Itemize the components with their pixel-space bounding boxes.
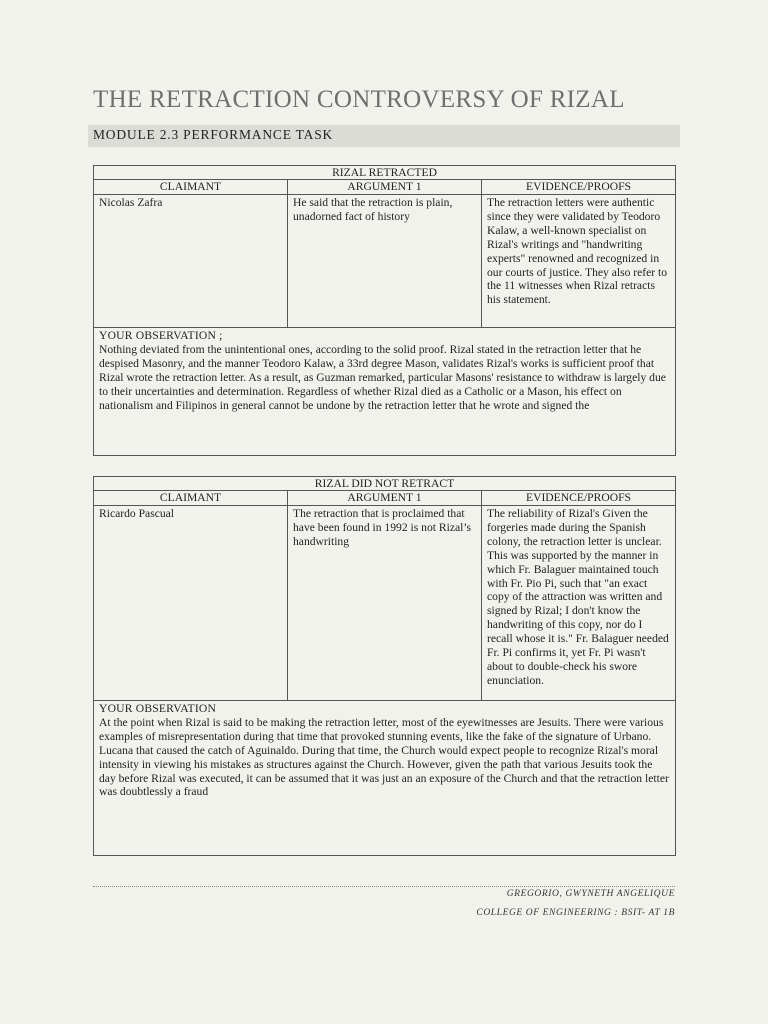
section-heading: RIZAL RETRACTED xyxy=(94,166,676,180)
evidence-cell: The retraction letters were authentic since they were validated by Teodoro Kalaw, a well-known specialist on Rizal's writings and "handwriting experts" renowned and recognized in our courts of justice. They also refer to the 11 witnesses when Rizal retracts his statement. xyxy=(482,195,676,328)
module-header-bar xyxy=(88,125,680,147)
column-header-evidence: EVIDENCE/PROOFS xyxy=(482,491,676,506)
column-header-claimant: CLAIMANT xyxy=(94,491,288,506)
module-label: MODULE 2.3 PERFORMANCE TASK xyxy=(93,127,334,142)
column-header-argument: ARGUMENT 1 xyxy=(288,491,482,506)
rizal-did-not-retract-table xyxy=(93,476,676,856)
evidence-cell: The reliability of Rizal's Given the forgeries made during the Spanish colony, the retraction letter is unclear. This was supported by the manner in which Fr. Balaguer maintained touch with Fr. Pio Pi, such that "an exact copy of the attraction was written and signed by Rizal; I don't know the handwriting of this copy, nor do I recall whose it is." Fr. Balaguer needed Fr. Pi confirms it, yet Fr. Pi wasn't about to double-check his swore enunciation. xyxy=(482,506,676,701)
column-header-evidence: EVIDENCE/PROOFS xyxy=(482,180,676,195)
course-label: COLLEGE OF ENGINEERING : BSIT- AT 1B xyxy=(476,908,675,918)
observation-label: YOUR OBSERVATION xyxy=(99,702,217,715)
observation-text: At the point when Rizal is said to be making the retraction letter, most of the eyewitnesses are Jesuits. There were various examples of misrepresentation during that time that provoked stunning events, like the fake of the signature of Urbano. Lucana that caused the catch of Aguinaldo. During that time, the Church would expect people to recognize Rizal's moral intensity in viewing his mistakes as structures against the Church. However, given the path that various Jesuits took the day before Rizal was executed, it can be assumed that it was just an an exposure of the Church and that the retraction letter was doubtlessly a fraud xyxy=(99,715,669,799)
author-name: GREGORIO, GWYNETH ANGELIQUE xyxy=(506,889,675,899)
observation-label: YOUR OBSERVATION ; xyxy=(99,329,223,342)
column-header-argument: ARGUMENT 1 xyxy=(288,180,482,195)
claimant-cell: Nicolas Zafra xyxy=(94,195,288,328)
rizal-retracted-table xyxy=(93,165,676,456)
claimant-cell: Ricardo Pascual xyxy=(94,506,288,701)
section-heading: RIZAL DID NOT RETRACT xyxy=(94,477,676,491)
argument-cell: The retraction that is proclaimed that have been found in 1992 is not Rizal’s handwriting xyxy=(288,506,482,701)
observation-cell xyxy=(94,328,676,456)
observation-cell xyxy=(94,701,676,856)
argument-cell: He said that the retraction is plain, unadorned fact of history xyxy=(288,195,482,328)
observation-text: Nothing deviated from the unintentional ones, according to the solid proof. Rizal stated in the retraction letter that he despised Masonry, and the manner Teodoro Kalaw, a 33rd degree Mason, validates Rizal's works is sufficient proof that Rizal wrote the retraction letter. As a result, as Guzman remarked, particular Masons' resistance to withdraw is largely due to their uncertainties and determination. Regardless of whether Rizal died as a Catholic or a Mason, his effect on nationalism and Filipinos in general cannot be undone by the retraction letter that he wrote and signed the xyxy=(99,342,666,412)
column-header-claimant: CLAIMANT xyxy=(94,180,288,195)
footer-divider xyxy=(93,886,675,887)
document-title: THE RETRACTION CONTROVERSY OF RIZAL xyxy=(93,86,625,113)
